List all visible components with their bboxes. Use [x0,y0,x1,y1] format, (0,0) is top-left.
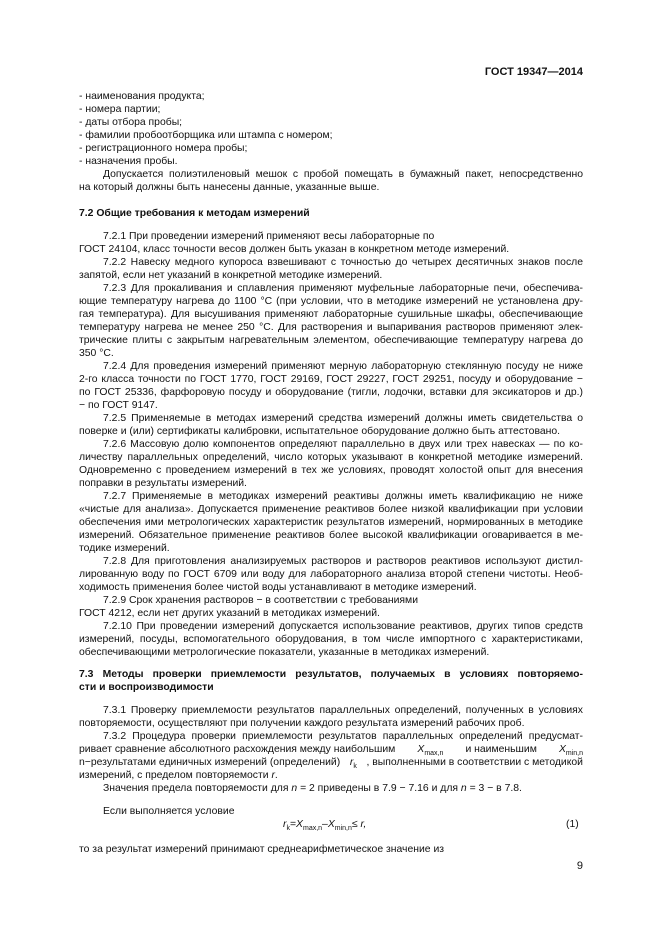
paragraph-line: лированную воду по ГОСТ 6709 или воду для лабораторного анализа второй степени чистоты. Необ- [79,569,583,580]
section-heading: сти и воспроизводимости [79,682,214,693]
text-run: = 3 − в 7.8. [469,783,522,794]
paragraph-line [79,756,583,769]
paragraph-line: запятой, если нет указаний в конкретной методике измерений. [79,270,383,281]
paragraph-line: поправки в результаты измерений. [79,478,247,489]
list-item: - регистрационного номера пробы; [79,143,248,154]
paragraph-line: измерений. Обязательное применение реактивов более высокой квалификации оговаривается в ме- [79,530,583,541]
paragraph-line: 7.3.2 Процедура проверки приемлемости результатов параллельных определений предусмат- [103,731,583,742]
paragraph-line: обеспечивающими метрологические показатели, указанные в методиках измерений. [79,647,490,658]
paragraph-line: 7.2.2 Навеску медного купороса взвешивают с точностью до четырех десятичных знаков после [103,257,583,268]
paragraph-line: ющие температуру нагрева до 1100 °С (при условии, что в методике измерений не установлена дру- [79,296,583,307]
text-run: n−результатами единичных измерений (определений) [79,757,341,768]
paragraph-line: 7.2.9 Срок хранения растворов − в соответствии с требованиями [103,595,418,606]
paragraph-line: температуру нагрева не менее 250 °С. Для растворения и выпаривания растворов применяют элек- [79,322,583,333]
paragraph-line: ГОСТ 4212, если нет других указаний в методиках измерений. [79,608,380,619]
paragraph-line: 7.2.7 Применяемые в методиках измерений реактивы должны иметь квалификацию не ниже [103,491,583,502]
paragraph-line: 350 °С. [79,348,114,359]
paragraph-line: 7.2.8 Для приготовления анализируемых растворов и растворов реактивов используют дистил- [103,556,583,567]
text-run: . [274,770,278,781]
paragraph-line: Если выполняется условие [103,806,235,817]
document-header: ГОСТ 19347—2014 [484,66,583,78]
equation-number: (1) [566,819,579,830]
paragraph-line [79,743,583,756]
formula-r: r [271,770,275,781]
list-item: - даты отбора пробы; [79,117,183,128]
paragraph-line: то за результат измерений принимают среднеарифметическое значение из [79,844,445,855]
paragraph-line: личеству параллельных определений, число которых указывают в конкретной методике измерений. [79,452,583,463]
page-number: 9 [576,860,583,872]
paragraph-line: − по ГОСТ 9147. [79,400,158,411]
paragraph-line: измерений, посуды, вспомогательного оборудования, в том числе импортного с характеристиками, [79,634,583,645]
text-run: ривает сравнение абсолютного расхождения между наибольшим [79,744,396,755]
paragraph-line [103,782,522,795]
paragraph-line: обеспечения ими метрологических характеристик результатов измерений, нормированных в методике [79,517,583,528]
paragraph-line: 7.2.10 При проведении измерений допускается использование реактивов, других типов средств [103,621,583,632]
paragraph-line: 2-го класса точности по ГОСТ 1770, ГОСТ 29169, ГОСТ 29227, ГОСТ 29251, посуду и оборудование − [79,374,583,385]
formula-n: n [460,783,467,794]
paragraph-line: по ГОСТ 25336, фарфоровую посуду и оборудование (тигли, лодочки, вставки для эксикаторов и др.) [79,387,583,398]
list-item: - назначения пробы. [79,156,178,167]
formula-n: n [291,783,298,794]
text-run: и наименьшим [465,744,537,755]
paragraph-line: 7.2.6 Массовую долю компонентов определяют параллельно в двух или трех навесках — по ко- [103,439,583,450]
paragraph-line: трические плиты с закрытым нагревательным элементом, обеспечивающие температуру нагрева до [79,335,583,346]
text-run: = 2 приведены в 7.9 − 7.16 и для [300,783,459,794]
paragraph-line: 7.3.1 Проверку приемлемости результатов параллельных определений, полученных в условиях [103,705,583,716]
text-run: , выполненными в соответствии с методикой [366,757,583,768]
equation-1: $r_k=X_{max,n}-X_{min,n}\le r$, [283,819,367,833]
list-item: - фамилии пробоотборщика или штампа с номером; [79,130,333,141]
paragraph-line: 7.2.5 Применяемые в методах измерений средства измерений должны иметь свидетельства о [103,413,583,424]
list-item: - наименования продукта; [79,91,205,102]
text-run: Значения предела повторяемости для [103,783,289,794]
paragraph-line: 7.2.4 Для проведения измерений применяют мерную лабораторную стеклянную посуду не ниже [103,361,583,372]
paragraph-line: ГОСТ 24104, класс точности весов должен быть указан в конкретном методе измерений. [79,244,510,255]
paragraph-line: Допускается полиэтиленовый мешок с пробой помещать в бумажный пакет, непосредственно [103,169,583,180]
paragraph-line [79,769,278,782]
paragraph-line: гая температура). Для высушивания применяют лабораторные сушильные шкафы, обеспечивающие [79,309,583,320]
paragraph-line: 7.2.1 При проведении измерений применяют весы лабораторные по [103,231,435,242]
formula-rk: $r_k$ [349,757,357,771]
formula-xmin: $X_{min,n}$ [558,744,583,758]
list-item: - номера партии; [79,104,161,115]
paragraph-line: «чистые для анализа». Допускается применение реактивов более низкой квалификации при условии [79,504,583,515]
paragraph-line: тодике измерений. [79,543,170,554]
paragraph-line: 7.2.3 Для прокаливания и сплавления применяют муфельные лабораторные печи, обеспечива- [103,283,583,294]
paragraph-line: на который должны быть нанесены данные, указанные выше. [79,182,380,193]
paragraph-line: ходимость применения более чистой воды устанавливают в методике измерений. [79,582,477,593]
text-run: измерений, с пределом повторяемости [79,770,269,781]
section-heading: 7.2 Общие требования к методам измерений [79,208,310,219]
paragraph-line: поверке и (или) сертификаты калибровки, испытательное оборудование должно быть аттестовано. [79,426,561,437]
paragraph-line: Одновременно с проведением измерений в тех же условиях, проводят холостой опыт для внесения [79,465,583,476]
formula-xmax: $X_{max,n}$ [417,744,444,758]
paragraph-line: повторяемости, осуществляют при получении каждого результата измерений рабочих проб. [79,718,525,729]
section-heading: 7.3 Методы проверки приемлемости результатов, получаемых в условиях повторяемо- [79,669,583,680]
